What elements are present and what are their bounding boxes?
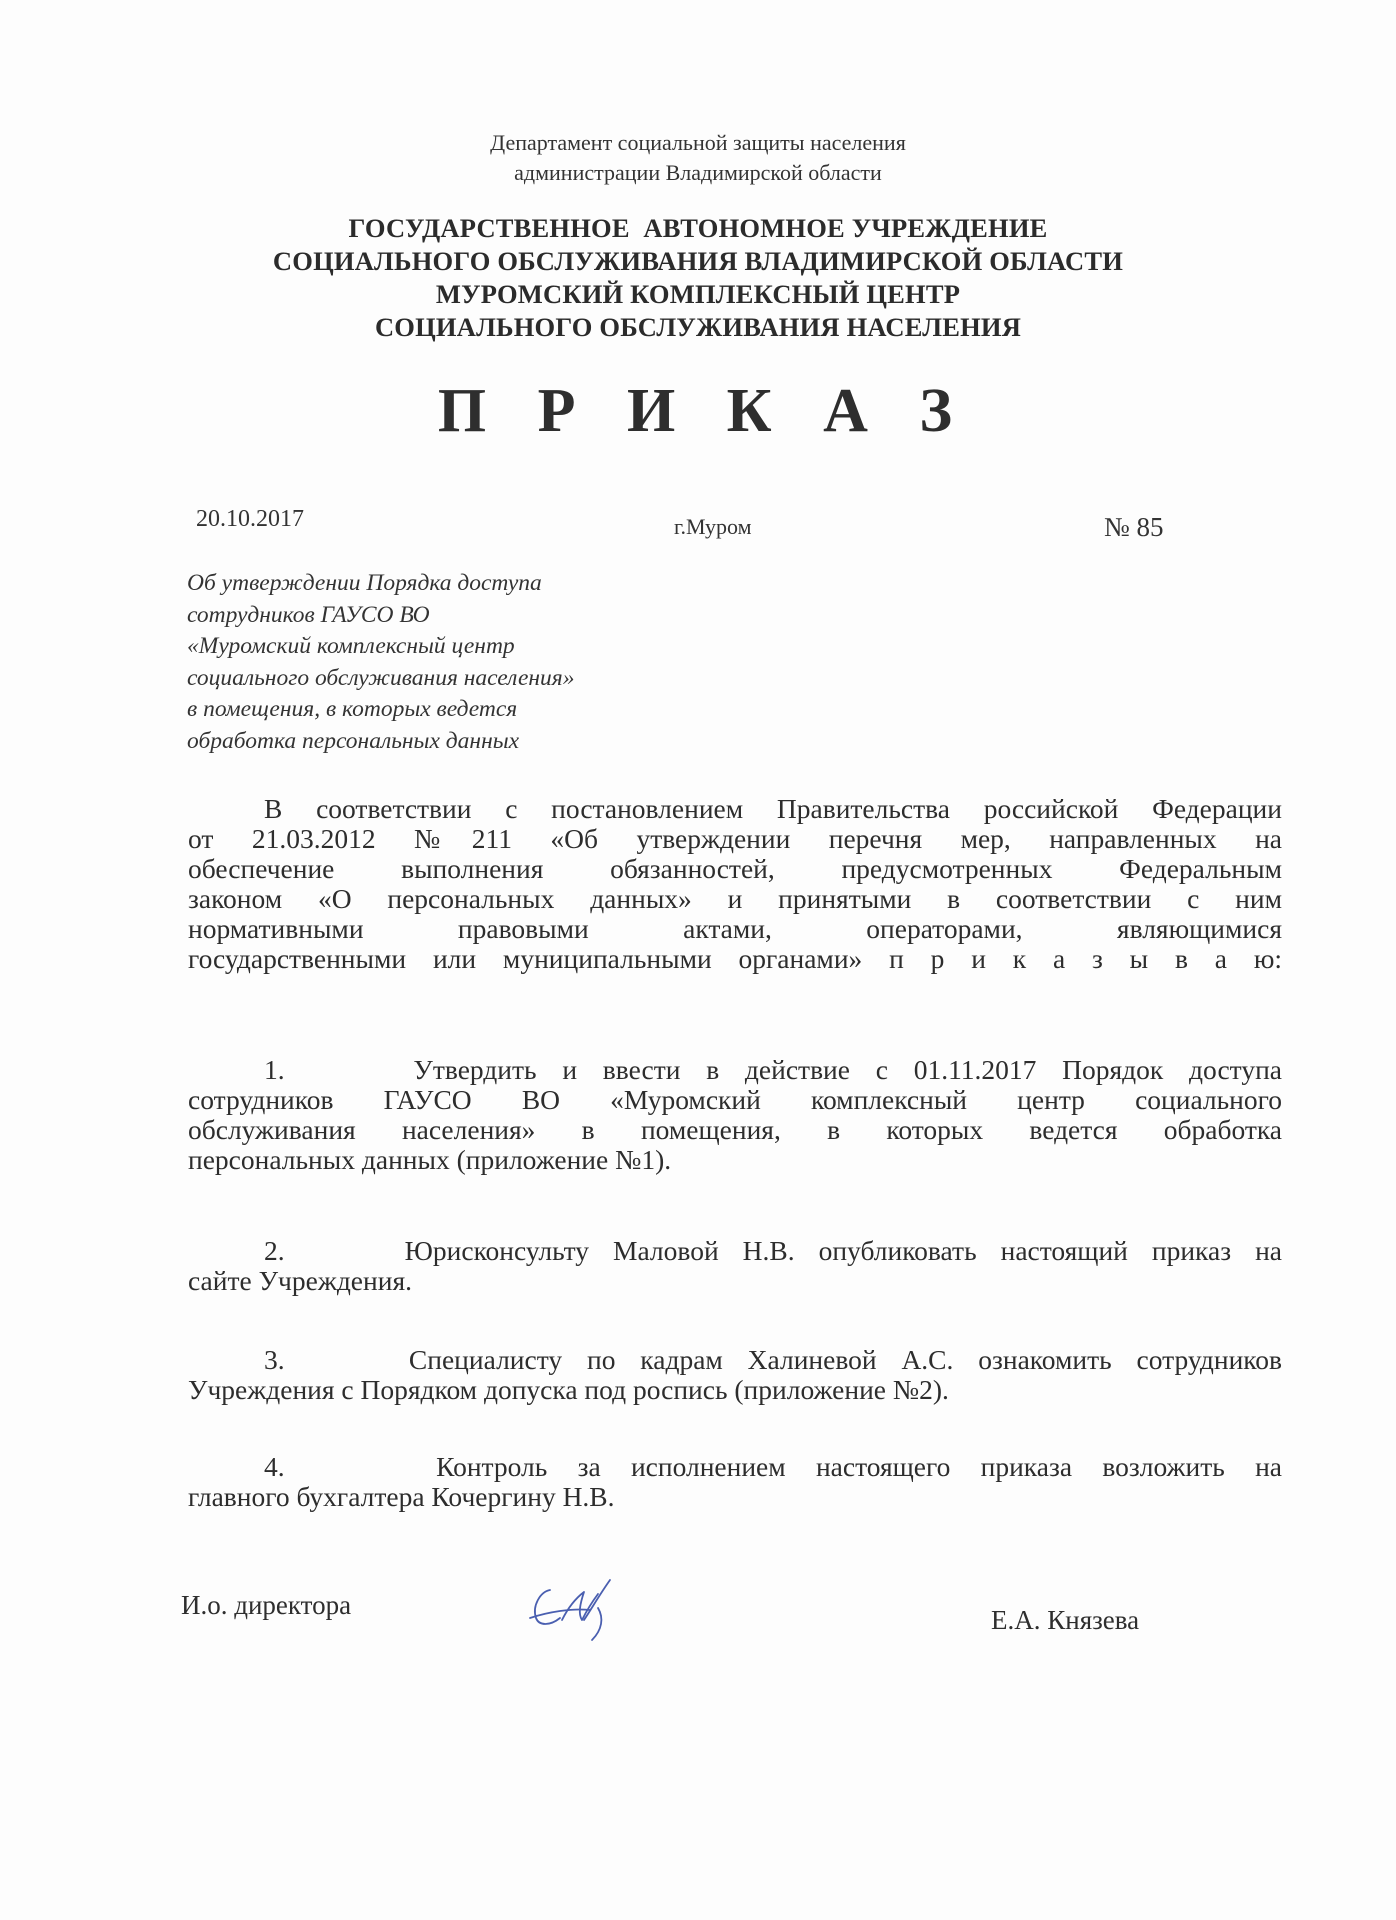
subject-line: Об утверждении Порядка доступа	[187, 570, 542, 596]
item-text: Контроль за исполнением настоящего приказа возложить на	[436, 1451, 1283, 1482]
item-number: 4.	[264, 1451, 285, 1482]
department-line: Департамент социальной защиты населения	[490, 130, 906, 155]
item-number: 2.	[264, 1235, 285, 1266]
item-number: 1.	[264, 1054, 285, 1085]
item-first-line	[188, 1055, 1282, 1085]
item-line: обслуживания населения» в помещения, в которых ведется обработка	[188, 1114, 1282, 1145]
preamble-line: от 21.03.2012 №211 «Об утверждении перечня мер, направленных на	[188, 823, 1282, 854]
item-text: Юрисконсульту Маловой Н.В. опубликовать настоящий приказ на	[404, 1235, 1282, 1266]
organization-line: МУРОМСКИЙ КОМПЛЕКСНЫЙ ЦЕНТР	[435, 279, 961, 309]
subject-line: обработка персональных данных	[187, 727, 520, 754]
order-number: № 85	[1104, 512, 1164, 542]
handwritten-signature	[520, 1568, 640, 1650]
organization-line: СОЦИАЛЬНОГО ОБСЛУЖИВАНИЯ НАСЕЛЕНИЯ	[374, 312, 1022, 342]
order-item-2	[188, 1236, 1282, 1296]
item-text: Специалисту по кадрам Халиневой А.С. ознакомить сотрудников	[408, 1344, 1282, 1375]
item-line: главного бухгалтера Кочергину Н.В.	[188, 1481, 615, 1512]
subject-line: сотрудников ГАУСО ВО	[187, 601, 430, 628]
subject-line: социального обслуживания населения»	[187, 664, 575, 691]
preamble-line: В соответствии с постановлением Правительства российской Федерации	[264, 793, 1282, 824]
order-item-3	[188, 1345, 1282, 1405]
preamble-line: законом «О персональных данных» и принятыми в соответствии с ним	[188, 883, 1282, 914]
item-line: персональных данных (приложение №1).	[188, 1144, 672, 1175]
order-city: г.Муром	[674, 514, 752, 539]
item-first-line	[188, 1345, 1282, 1375]
preamble-line: обеспечение выполнения обязанностей, предусмотренных Федеральным	[188, 853, 1282, 884]
document-title: П Р И К А З	[437, 377, 971, 445]
order-item-1	[188, 1055, 1282, 1175]
department-header	[0, 128, 1396, 188]
department-line: администрации Владимирской области	[514, 160, 882, 185]
subject-line: в помещения, в которых ведется	[187, 696, 518, 722]
item-line: сайте Учреждения.	[188, 1265, 412, 1296]
signatory-name: Е.А. Князева	[991, 1605, 1140, 1635]
item-line: Учреждения с Порядком допуска под роспись (приложение №2).	[188, 1374, 949, 1405]
preamble	[188, 794, 1282, 974]
organization-header	[0, 212, 1396, 344]
item-first-line	[188, 1236, 1282, 1266]
preamble-line: нормативными правовыми актами, операторами, являющимися	[188, 913, 1282, 944]
organization-line: ГОСУДАРСТВЕННОЕ АВТОНОМНОЕ УЧРЕЖДЕНИЕ	[348, 213, 1048, 243]
order-date: 20.10.2017	[196, 506, 304, 532]
signatory-role: И.о. директора	[181, 1590, 352, 1620]
item-number: 3.	[264, 1344, 285, 1375]
item-line: сотрудников ГАУСО ВО «Муромский комплексный центр социального	[188, 1084, 1282, 1115]
item-text: Утвердить и ввести в действие с 01.11.2017 Порядок доступа	[413, 1054, 1282, 1085]
order-subject	[187, 568, 574, 757]
subject-line: «Муромский комплексный центр	[187, 633, 515, 659]
preamble-line: государственными или муниципальными органами» п р и к а з ы в а ю:	[188, 943, 1282, 974]
organization-line: СОЦИАЛЬНОГО ОБСЛУЖИВАНИЯ ВЛАДИМИРСКОЙ ОБЛАСТИ	[272, 246, 1124, 276]
order-item-4	[188, 1452, 1282, 1512]
item-first-line	[188, 1452, 1282, 1482]
